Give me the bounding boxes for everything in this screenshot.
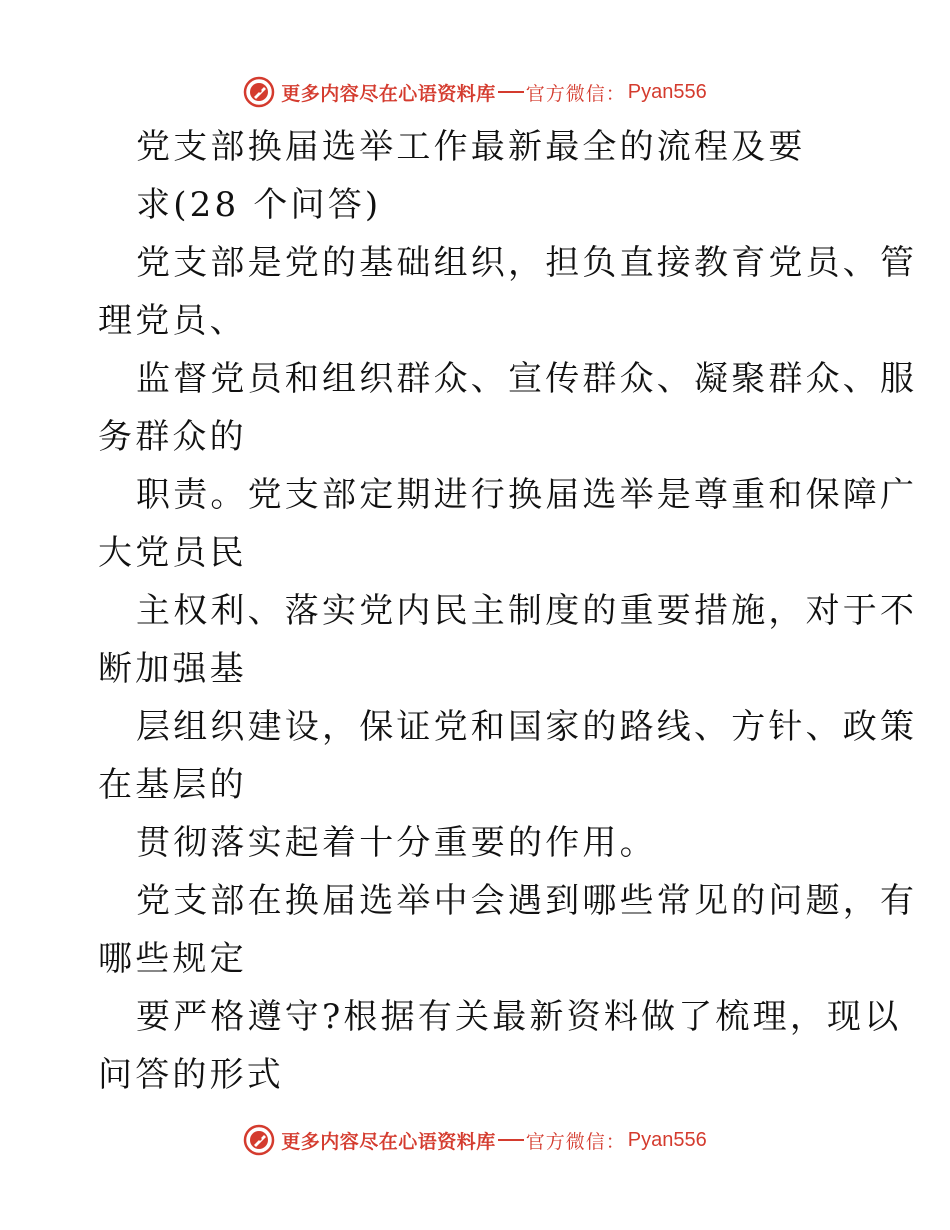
doc-paragraph-line: 要严格遵守?根据有关最新资料做了梳理，现以: [136, 997, 902, 1037]
doc-paragraph-line: 党支部在换届选举中会遇到哪些常见的问题，有: [136, 881, 918, 921]
pen-nib-logo-icon: [243, 1124, 275, 1156]
doc-paragraph-line: 务群众的: [98, 417, 247, 457]
header-watermark-banner: [0, 72, 950, 112]
doc-title-line-1: 党支部换届选举工作最新最全的流程及要: [136, 127, 806, 167]
banner-slogan: 更多内容尽在心语资料库: [281, 1130, 496, 1153]
banner-slogan: 更多内容尽在心语资料库: [281, 82, 496, 105]
doc-paragraph-line: 党支部是党的基础组织，担负直接教育党员、管: [136, 243, 918, 283]
doc-paragraph-line: 大党员民: [98, 533, 247, 573]
banner-account-id: Pyan556: [627, 80, 707, 103]
banner-account-label: 官方微信：: [525, 82, 626, 105]
banner-dash-divider: [498, 1139, 524, 1141]
doc-paragraph-line: 主权利、落实党内民主制度的重要措施，对于不: [136, 591, 918, 631]
doc-paragraph-line: 职责。党支部定期进行换届选举是尊重和保障广: [136, 475, 918, 515]
doc-paragraph-line: 监督党员和组织群众、宣传群众、凝聚群众、服: [136, 359, 918, 399]
banner-dash-divider: [498, 91, 524, 93]
doc-paragraph-line: 层组织建设，保证党和国家的路线、方针、政策: [136, 707, 918, 747]
doc-paragraph-line: 在基层的: [98, 765, 247, 805]
footer-watermark-banner: [0, 1120, 950, 1160]
doc-paragraph-line: 问答的形式: [98, 1055, 284, 1095]
doc-paragraph-line: 哪些规定: [98, 939, 247, 979]
banner-account-label: 官方微信：: [525, 1130, 626, 1153]
doc-title-line-2: 求(28 个问答): [136, 185, 382, 225]
doc-paragraph-line: 断加强基: [98, 649, 247, 689]
banner-account-id: Pyan556: [627, 1128, 707, 1151]
pen-nib-logo-icon: [243, 76, 275, 108]
doc-paragraph-line: 理党员、: [98, 301, 247, 341]
doc-paragraph-line: 贯彻落实起着十分重要的作用。: [136, 823, 657, 863]
